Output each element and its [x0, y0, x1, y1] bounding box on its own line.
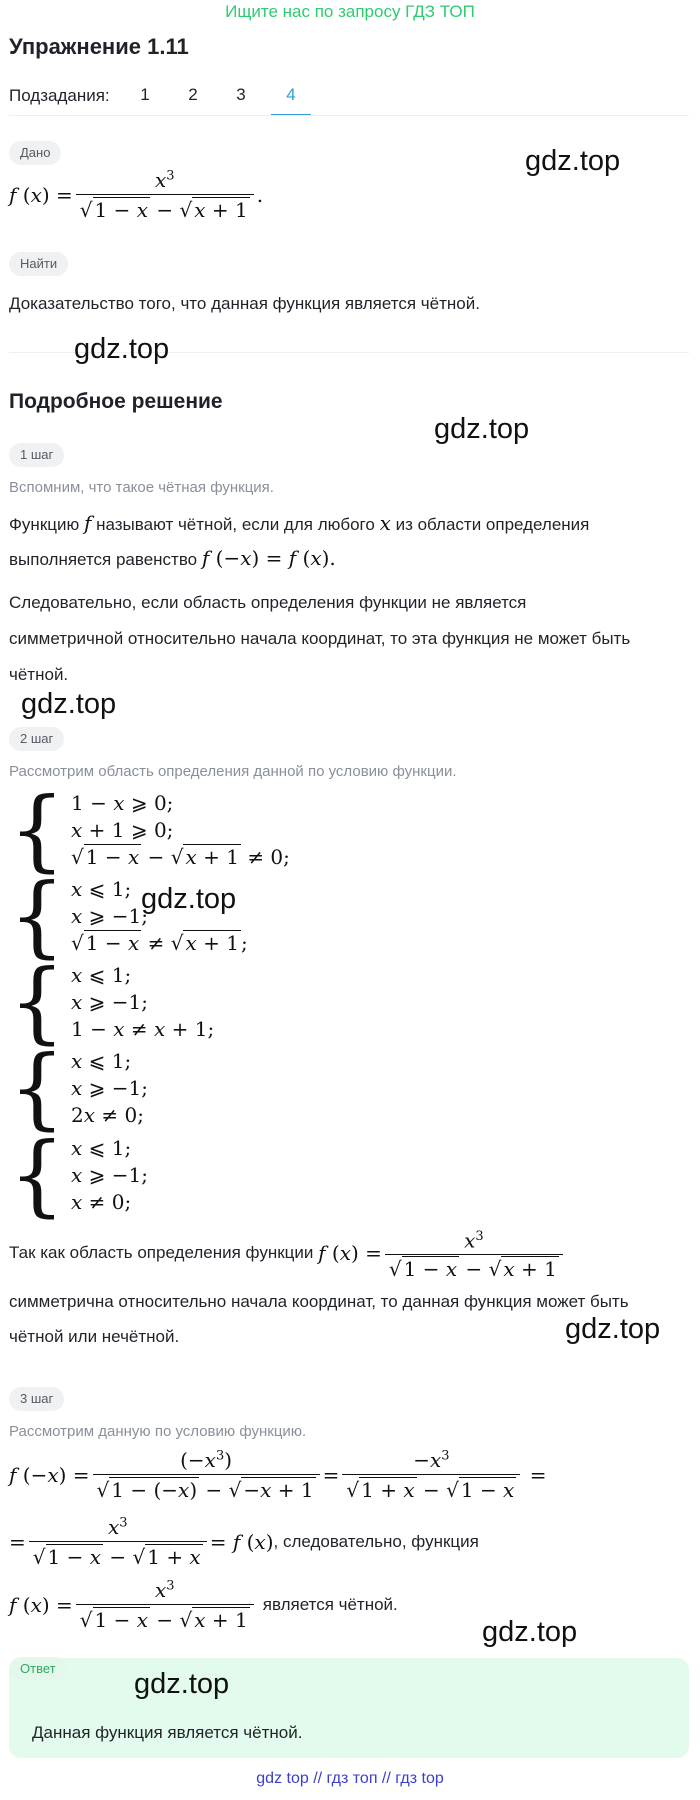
page-title: Упражнение 1.11: [9, 34, 189, 59]
tab-4[interactable]: 4: [286, 85, 296, 104]
step-1-intro: Вспомним, что такое чётная функция.: [9, 479, 274, 496]
watermark: gdz.top: [21, 688, 117, 720]
system-5: { x ⩽ 1; x ⩾ −1; x ≠ 0;: [9, 1123, 148, 1226]
watermark: gdz.top: [525, 145, 621, 177]
given-chip: Дано: [9, 141, 61, 165]
tab-2[interactable]: 2: [188, 85, 198, 104]
watermark: gdz.top: [141, 883, 237, 915]
solution-title: Подробное решение: [9, 390, 223, 413]
footer-links[interactable]: gdz top // гдз топ // гдз top: [256, 1770, 444, 1787]
step-2-conclusion-line3: чётной или нечётной.: [9, 1327, 180, 1346]
system-2: { x ⩽ 1; x ⩾ −1; √ 1 − x ≠ √ x + 1 ;: [9, 864, 248, 967]
watermark: gdz.top: [565, 1313, 661, 1345]
given-formula: f (x) = $\frac{x^3}{√ 1 - x - √ x + 1}$ .: [9, 168, 264, 222]
step-2-conclusion-line2: симметрична относительно начала координат, то данная функция может быть: [9, 1292, 629, 1311]
watermark: gdz.top: [434, 413, 530, 445]
step-2-intro: Рассмотрим область определения данной по условию функции.: [9, 763, 457, 780]
watermark: gdz.top: [74, 333, 170, 365]
step-3-intro: Рассмотрим данную по условию функцию.: [9, 1423, 307, 1440]
step-1-definition-line1: Функцию f называют чётной, если для любого x из области определения: [9, 511, 590, 535]
subtasks-label: Подзадания:: [9, 86, 110, 105]
find-text: Доказательство того, что данная функция является чётной.: [9, 294, 480, 313]
step-2-conclusion-line1: Так как область определения функции f ( x ) = $\frac{x^3}{√ 1 - x - √ x + 1}$: [9, 1226, 566, 1280]
step-1-chip: 1 шаг: [9, 443, 64, 467]
divider: [9, 115, 689, 116]
watermark: gdz.top: [134, 1668, 230, 1700]
system-4: { x ⩽ 1; x ⩾ −1; 2x ≠ 0;: [9, 1036, 148, 1139]
step-1-p2: Следовательно, если область определения функции не является: [9, 593, 527, 612]
system-1: { 1 − x ⩾ 0; x + 1 ⩾ 0; √ 1 − x − √ x + 1 ≠ 0;: [9, 778, 290, 881]
step-3-chip: 3 шаг: [9, 1387, 64, 1411]
step-1-p4: чётной.: [9, 665, 69, 684]
system-3: { x ⩽ 1; x ⩾ −1; 1 − x ≠ x + 1;: [9, 950, 215, 1053]
tab-3[interactable]: 3: [236, 85, 246, 104]
step-1-definition-line2: выполняется равенство f (−x) = f (x).: [9, 546, 336, 570]
answer-text: Данная функция является чётной.: [32, 1723, 303, 1742]
step-3-equation-1: f (−x) = $\frac{(-x^3)}{√ 1 - (-x) - √ -x + 1}$ = $\frac{-x^3}{√ 1 + x - √ 1 - x}$ =: [9, 1448, 547, 1502]
step-3-equation-3: f (x) = $\frac{x^3}{√ 1 - x - √ x + 1}$ является чётной.: [9, 1578, 398, 1632]
step-2-chip: 2 шаг: [9, 727, 64, 751]
top-banner: Ищите нас по запросу ГДЗ ТОП: [225, 2, 475, 21]
find-chip: Найти: [9, 252, 68, 276]
step-1-p3: симметричной относительно начала координат, то эта функция не может быть: [9, 629, 631, 648]
tab-1[interactable]: 1: [140, 85, 150, 104]
step-3-equation-2: = $\frac{x^3}{√ 1 - x - √ 1 + x}$ = f (x) , следовательно, функция: [9, 1515, 479, 1569]
answer-chip: Ответ: [9, 1657, 67, 1681]
watermark: gdz.top: [482, 1616, 578, 1648]
